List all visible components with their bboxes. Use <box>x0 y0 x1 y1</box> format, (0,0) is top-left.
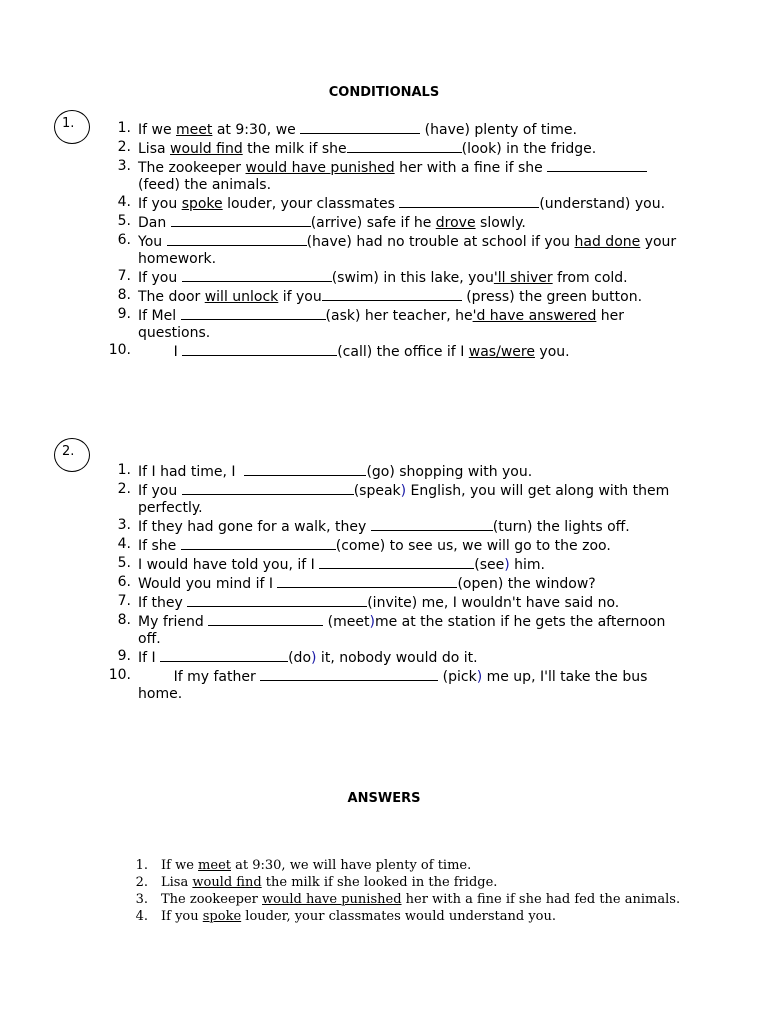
item-number: 3. <box>135 892 148 907</box>
item-number: 1. <box>135 858 148 873</box>
list-item <box>107 536 682 555</box>
item-text: (pick <box>438 669 477 685</box>
list-item <box>107 213 682 232</box>
list-item <box>107 555 682 574</box>
section-2-list <box>107 462 682 703</box>
item-text: (do <box>288 650 312 666</box>
item-number: 5. <box>117 555 131 571</box>
item-text: If you <box>161 909 203 924</box>
item-text: (call) the office if I <box>337 344 469 360</box>
item-text: The zookeeper <box>138 160 246 176</box>
item-text: If you <box>138 196 182 212</box>
list-item <box>107 342 682 361</box>
item-text: (have) had no trouble at school if you <box>306 234 575 250</box>
item-number: 8. <box>117 287 131 303</box>
item-text: (turn) the lights off. <box>492 519 630 535</box>
list-item <box>107 667 682 703</box>
answer-blank <box>182 481 354 495</box>
item-text: slowly. <box>475 215 526 231</box>
item-text: the milk if she looked in the fridge. <box>261 875 498 890</box>
underlined-phrase: 'd have answered <box>472 308 597 324</box>
section-2-marker: 2. <box>54 438 90 472</box>
underlined-phrase: would have punished <box>245 160 395 176</box>
item-text: If she <box>138 538 181 554</box>
item-text: (look) in the fridge. <box>461 141 597 157</box>
item-number: 3. <box>117 158 131 174</box>
item-number: 2. <box>117 481 131 497</box>
item-text: (come) to see us, we will go to the zoo. <box>335 538 611 554</box>
list-item <box>132 908 692 925</box>
list-item <box>107 268 682 287</box>
list-item <box>132 874 692 891</box>
list-item <box>107 287 682 306</box>
item-text: If they had gone for a walk, they <box>138 519 371 535</box>
answer-blank <box>322 287 462 301</box>
item-text: Lisa <box>138 141 171 157</box>
answer-blank <box>260 667 438 681</box>
item-number: 7. <box>117 593 131 609</box>
item-text: I would have told you, if I <box>138 557 320 573</box>
underlined-phrase: meet <box>176 122 213 138</box>
item-text: If they <box>138 595 188 611</box>
worksheet-title: CONDITIONALS <box>328 85 440 100</box>
item-text: (meet <box>323 614 370 630</box>
item-number: 2. <box>117 139 131 155</box>
answer-blank <box>319 555 474 569</box>
section-1-marker: 1. <box>54 110 90 144</box>
item-text: Lisa <box>161 875 193 890</box>
underlined-phrase: was/were <box>468 344 535 360</box>
item-number: 4. <box>135 909 148 924</box>
item-text: it, nobody would do it. <box>316 650 478 666</box>
item-text: My friend <box>138 614 209 630</box>
list-item <box>132 857 692 874</box>
item-text: her questions. <box>138 308 629 341</box>
answer-blank <box>167 232 307 246</box>
list-item <box>107 232 682 268</box>
item-text: (press) the green button. <box>461 289 643 305</box>
underlined-phrase: would have punished <box>262 892 402 907</box>
answer-blank <box>171 213 311 227</box>
list-item <box>107 481 682 517</box>
item-text: Dan <box>138 215 171 231</box>
item-number: 2. <box>135 875 148 890</box>
item-text: (speak <box>353 483 401 499</box>
list-item <box>107 593 682 612</box>
answer-blank <box>187 593 367 607</box>
item-text: (invite) me, I wouldn't have said no. <box>367 595 620 611</box>
item-text: louder, your classmates would understand you. <box>241 909 556 924</box>
item-number: 3. <box>117 517 131 533</box>
list-item <box>107 120 682 139</box>
item-number: 5. <box>117 213 131 229</box>
answer-blank <box>160 648 288 662</box>
list-item <box>107 612 682 648</box>
item-number: 9. <box>117 648 131 664</box>
item-text: me up, I'll take the bus home. <box>138 669 652 702</box>
item-number: 6. <box>117 574 131 590</box>
list-item <box>107 306 682 342</box>
item-number: 10. <box>108 342 131 358</box>
item-text: (arrive) safe if he <box>310 215 436 231</box>
item-text: me at the station if he gets the afternoon off. <box>138 614 670 647</box>
item-number: 9. <box>117 306 131 322</box>
list-item <box>107 194 682 213</box>
list-item <box>107 139 682 158</box>
list-item <box>107 517 682 536</box>
blue-paren: ) <box>476 669 483 685</box>
item-text: your homework. <box>138 234 681 267</box>
item-text: Would you mind if I <box>138 576 278 592</box>
list-item <box>107 648 682 667</box>
item-number: 10. <box>108 667 131 683</box>
list-item <box>132 891 692 908</box>
item-text: I <box>138 344 183 360</box>
item-text: (swim) in this lake, you <box>331 270 494 286</box>
item-number: 1. <box>117 462 131 478</box>
item-text: (ask) her teacher, he <box>325 308 473 324</box>
item-text: If you <box>138 483 182 499</box>
section-1-list <box>107 120 682 361</box>
answer-blank <box>277 574 457 588</box>
answer-blank <box>244 462 366 476</box>
item-text: louder, your classmates <box>222 196 400 212</box>
underlined-phrase: spoke <box>202 909 242 924</box>
item-text: If Mel <box>138 308 181 324</box>
answer-blank <box>182 342 337 356</box>
item-text: English, you will get along with them perfectly. <box>138 483 674 516</box>
underlined-phrase: spoke <box>181 196 223 212</box>
blue-paren: ) <box>311 650 317 666</box>
underlined-phrase: meet <box>198 858 231 873</box>
item-text: you. <box>534 344 570 360</box>
answer-blank <box>399 194 539 208</box>
item-text: If I had time, I <box>138 464 245 480</box>
underlined-phrase: drove <box>435 215 476 231</box>
item-number: 1. <box>117 120 131 136</box>
answer-blank <box>371 517 493 531</box>
item-text: The door <box>138 289 205 305</box>
item-number: 6. <box>117 232 131 248</box>
item-text: You <box>138 234 167 250</box>
item-text: If you <box>138 270 182 286</box>
item-number: 4. <box>117 194 131 210</box>
list-item <box>107 574 682 593</box>
item-text: The zookeeper <box>161 892 262 907</box>
item-text: at 9:30, we will have plenty of time. <box>231 858 472 873</box>
answers-list <box>132 857 692 925</box>
blue-paren: ) <box>504 557 510 573</box>
item-text: (understand) you. <box>539 196 666 212</box>
item-text: the milk if she <box>242 141 347 157</box>
item-text: (see <box>474 557 505 573</box>
answers-title: ANSWERS <box>347 791 421 806</box>
underlined-phrase: had done <box>574 234 641 250</box>
item-text: her with a fine if she had fed the animals. <box>401 892 681 907</box>
item-text: him. <box>509 557 546 573</box>
answer-blank <box>347 139 462 153</box>
item-number: 8. <box>117 612 131 628</box>
item-text: If my father <box>138 669 261 685</box>
item-text: If we <box>161 858 199 873</box>
underlined-phrase: 'll shiver <box>493 270 553 286</box>
answer-blank <box>300 120 420 134</box>
answer-blank <box>182 268 332 282</box>
item-text: if you <box>278 289 322 305</box>
underlined-phrase: will unlock <box>204 289 279 305</box>
item-text: from cold. <box>552 270 628 286</box>
answer-blank <box>181 536 336 550</box>
item-text: If we <box>138 122 177 138</box>
item-text: (go) shopping with you. <box>366 464 533 480</box>
blue-paren: ) <box>400 483 407 499</box>
item-number: 4. <box>117 536 131 552</box>
item-text: at 9:30, we <box>212 122 301 138</box>
list-item <box>107 462 682 481</box>
list-item <box>107 158 682 194</box>
answer-blank <box>181 306 326 320</box>
item-text: (have) plenty of time. <box>420 122 577 138</box>
item-text: If I <box>138 650 161 666</box>
item-number: 7. <box>117 268 131 284</box>
item-text: (feed) the animals. <box>138 177 272 193</box>
item-text: (open) the window? <box>457 576 596 592</box>
underlined-phrase: would find <box>170 141 243 157</box>
item-text: her with a fine if she <box>394 160 548 176</box>
blue-paren: ) <box>369 614 375 630</box>
answer-blank <box>208 612 323 626</box>
underlined-phrase: would find <box>192 875 262 890</box>
answer-blank <box>547 158 647 172</box>
